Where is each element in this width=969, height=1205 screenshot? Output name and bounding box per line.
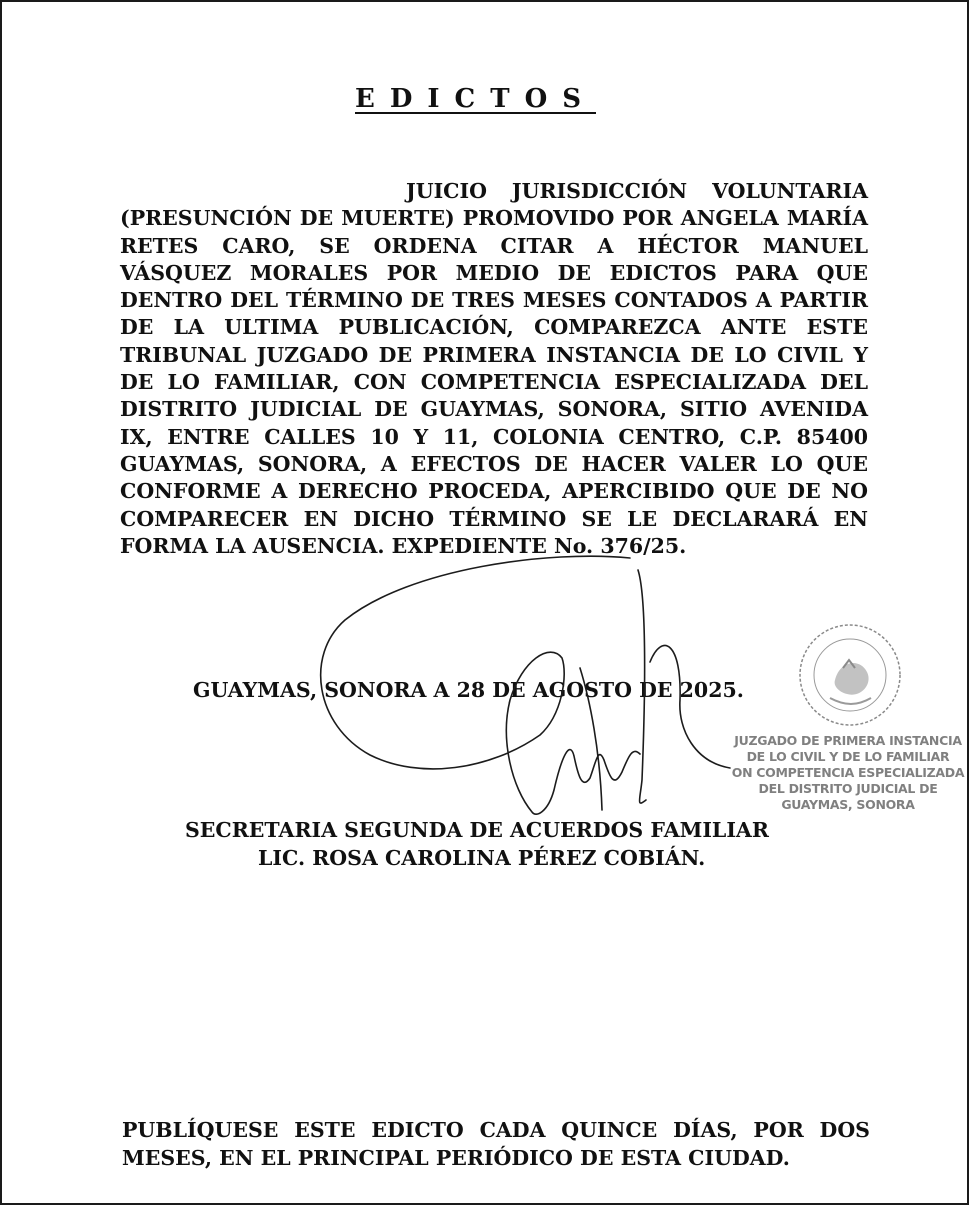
official-seal-icon: [795, 620, 905, 730]
edict-body-text: JUICIO JURISDICCIÓN VOLUNTARIA (PRESUNCIÓN DE MUERTE) PROMOVIDO POR ANGELA MARÍA RETES CARO, SE ORDENA CITAR A HÉCTOR MANUEL VÁSQUEZ MORALES POR MEDIO DE EDICTOS PARA QUE DENTRO DEL TÉRMINO DE TRES MESES CONTADOS A PARTIR DE LA ULTIMA PUBLICACIÓN, COMPAREZCA ANTE ESTE TRIBUNAL JUZGADO DE PRIMERA INSTANCIA DE LO CIVIL Y DE LO FAMILIAR, CON COMPETENCIA ESPECIALIZADA DEL DISTRITO JUDICIAL DE GUAYMAS, SONORA, SITIO AVENIDA IX, ENTRE CALLES 10 Y 11, COLONIA CENTRO, C.P. 85400 GUAYMAS, SONORA, A EFECTOS DE HACER VALER LO QUE CONFORME A DERECHO PROCEDA, APERCIBIDO QUE DE NO COMPARECER EN DICHO TÉRMINO SE LE DECLARARÁ EN FORMA LA AUSENCIA. EXPEDIENTE No. 376/25.: [120, 179, 868, 558]
stamp-line: DE LO CIVIL Y DE LO FAMILIAR: [746, 749, 950, 764]
document-title: EDICTOS: [355, 84, 596, 114]
stamp-line: DEL DISTRITO JUDICIAL DE: [758, 781, 938, 796]
stamp-line: ON COMPETENCIA ESPECIALIZADA: [731, 765, 965, 780]
publication-note: PUBLÍQUESE ESTE EDICTO CADA QUINCE DÍAS, POR DOS MESES, EN EL PRINCIPAL PERIÓDICO DE ESTA CIUDAD.: [122, 1118, 870, 1170]
handwritten-signature: [300, 550, 740, 830]
edict-body: [120, 178, 868, 560]
place-date-line: GUAYMAS, SONORA A 28 DE AGOSTO DE 2025.: [193, 678, 744, 702]
stamp-line: GUAYMAS, SONORA: [781, 797, 915, 812]
stamp-line: JUZGADO DE PRIMERA INSTANCIA: [734, 733, 962, 748]
signer-role: SECRETARIA SEGUNDA DE ACUERDOS FAMILIAR: [185, 818, 769, 842]
court-stamp: [730, 733, 966, 813]
signer-name: LIC. ROSA CAROLINA PÉREZ COBIÁN.: [258, 846, 706, 870]
